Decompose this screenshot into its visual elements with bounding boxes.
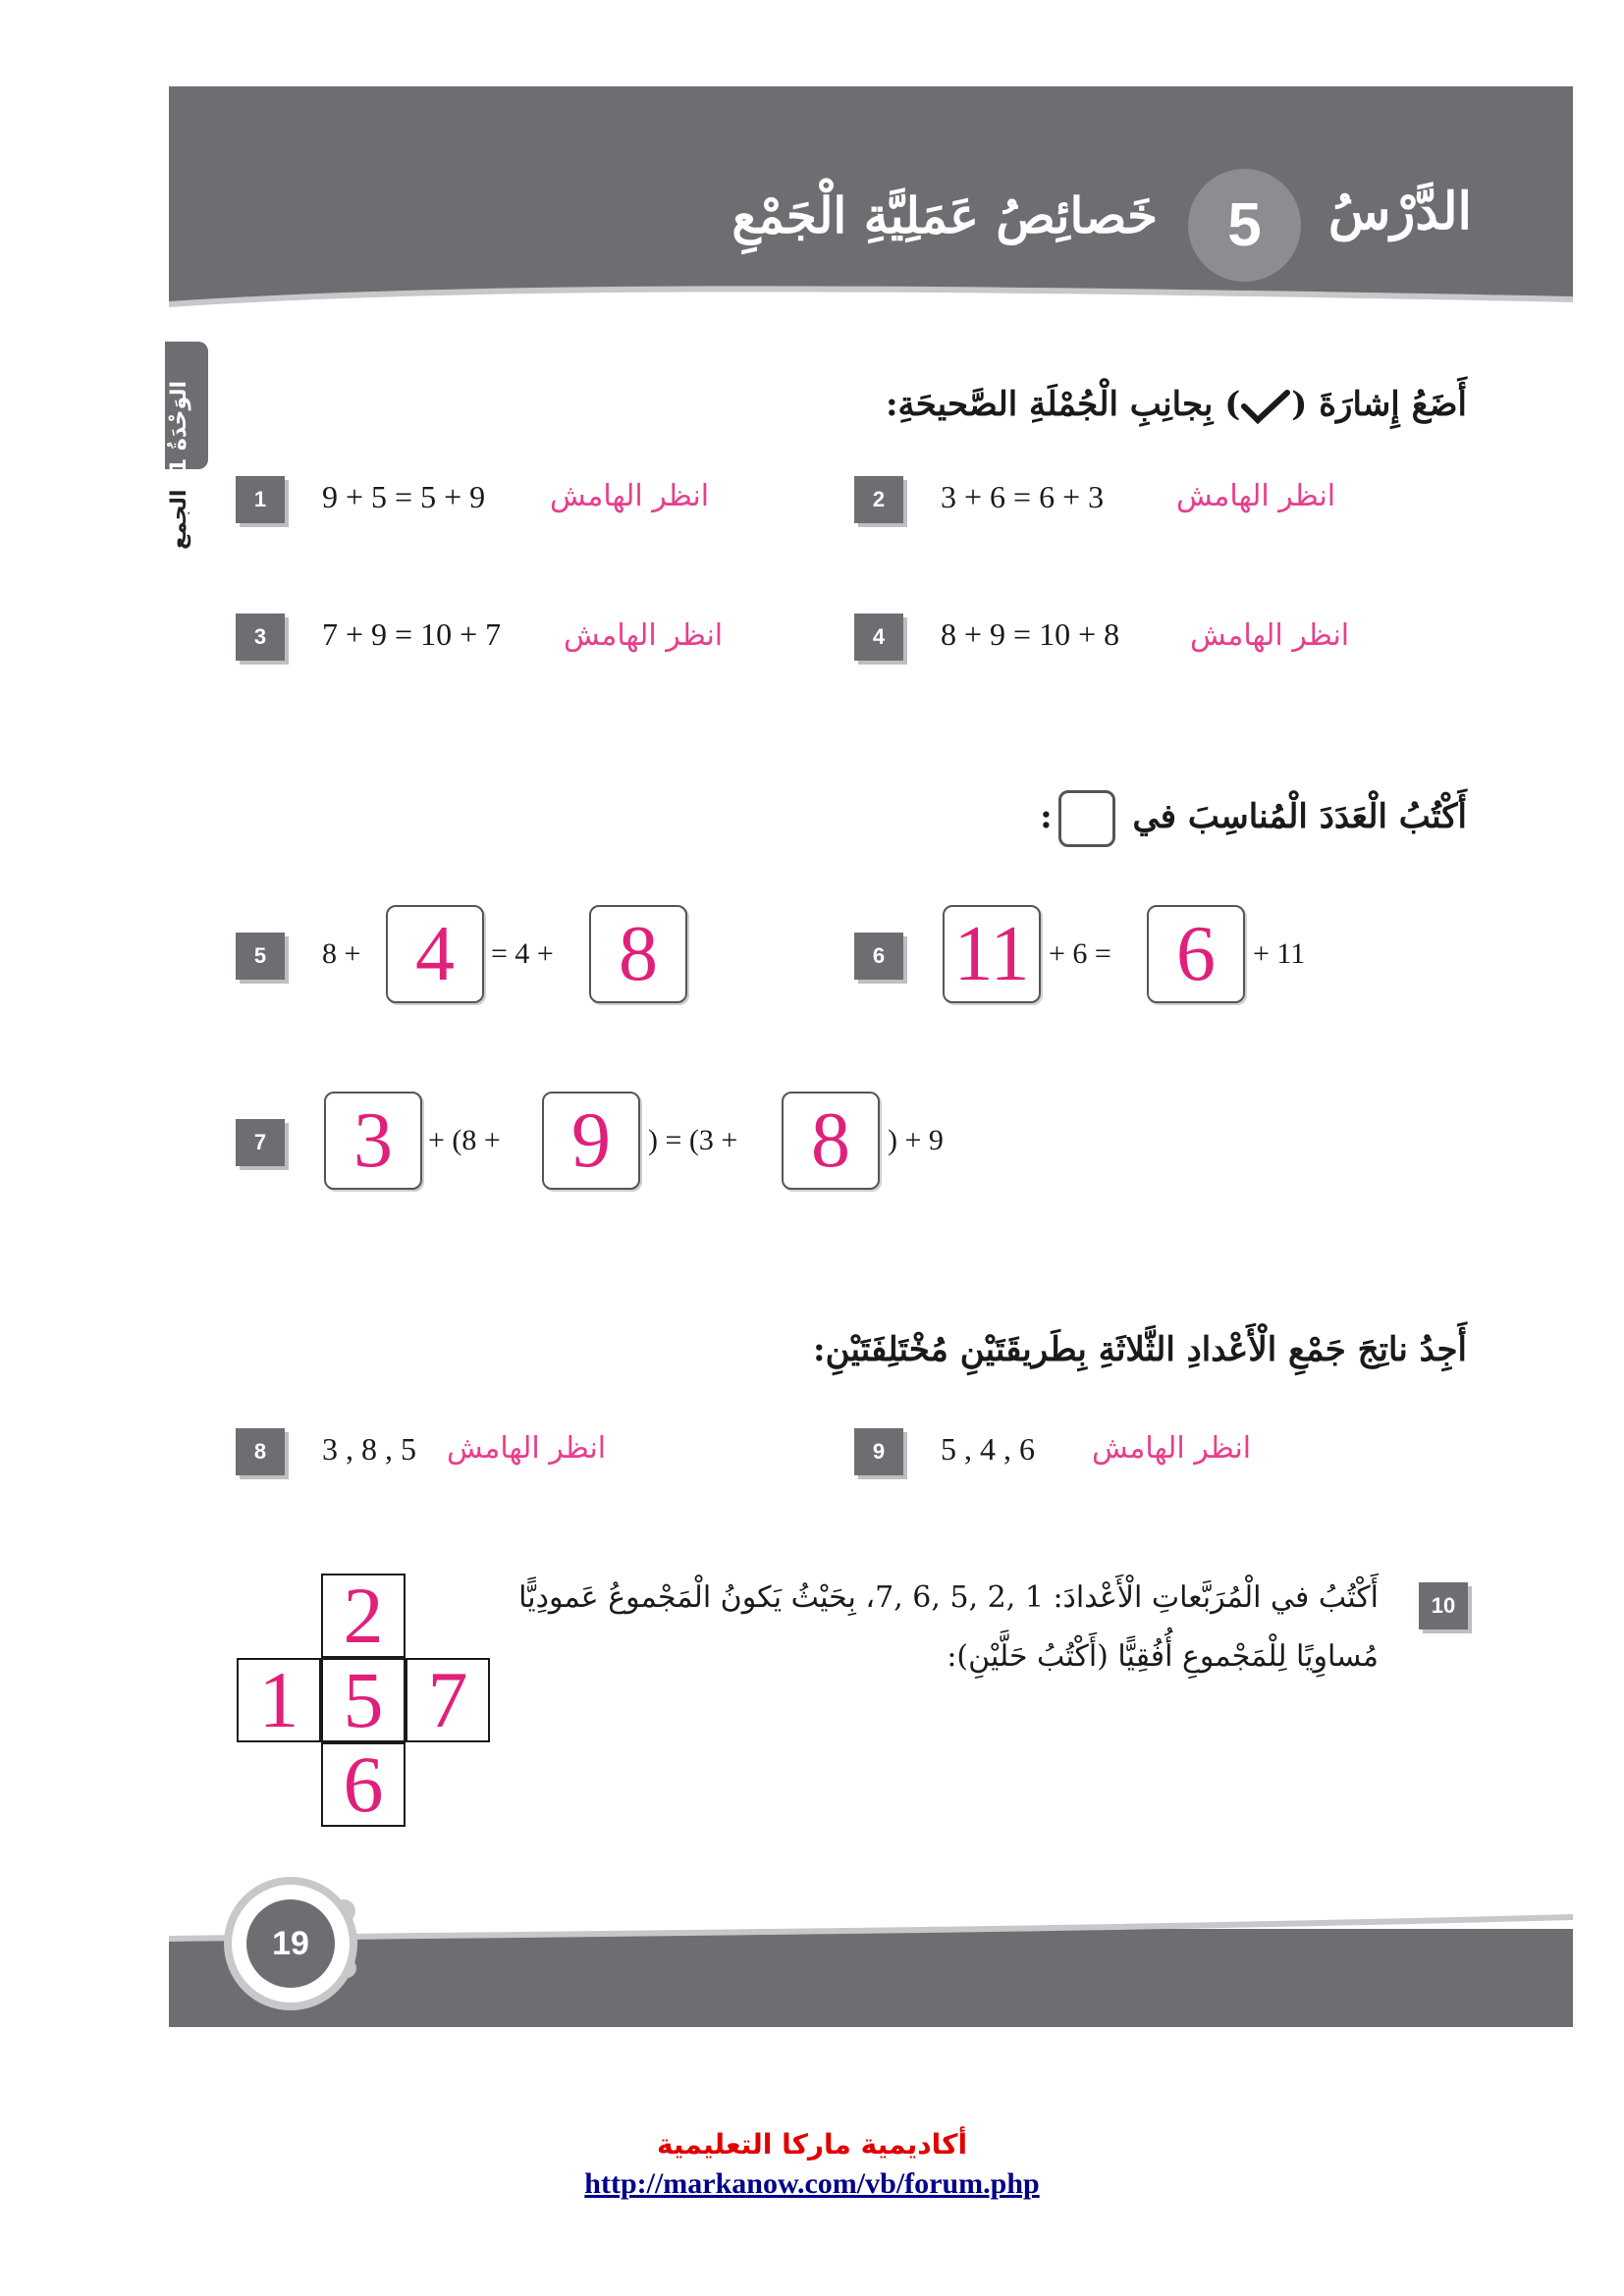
question-number-badge: 4 [854,614,903,661]
instruction-text-end: ) بِجانِبِ الْجُمْلَةِ الصَّحيحَةِ: [885,385,1241,424]
margin-note: انظر الهامش [1092,1431,1252,1466]
unit-name: الوَحْدَةُ 1: [167,380,191,482]
expression-part: ) + 9 [888,1124,944,1156]
grid-cell-top[interactable]: 2 [321,1574,406,1658]
expression-part: = 4 + [491,937,554,970]
expression-part: 8 + [322,937,361,970]
margin-note: انظر الهامش [564,618,724,653]
lesson-word: الدَّرْسُ [1327,182,1472,241]
footer-wave-decoration [169,1899,1573,1949]
answer-box[interactable]: 4 [386,905,484,1003]
equation: 8 + 9 = 10 + 8 [941,616,1120,652]
expression-part: ) = (3 + [648,1124,738,1156]
answer-box[interactable]: 9 [542,1092,640,1190]
section2-instruction [1040,790,1467,847]
question-number-badge: 2 [854,476,903,523]
section1-instruction [886,385,1467,424]
lesson-number: 5 [1227,191,1262,259]
question-number-badge: 8 [236,1428,285,1475]
equation: 9 + 5 = 5 + 9 [322,479,486,514]
expression-part: + 11 [1253,937,1306,970]
margin-note: انظر الهامش [550,479,710,513]
section3-instruction: أَجِدُ ناتِجَ جَمْعِ الْأَعْدادِ الثَّلاثَةِ بِطَريقَتَيْنِ مُخْتَلِفَتَيْنِ: [813,1330,1467,1369]
instruction-text-start: أَكْتُبُ الْعَدَدَ الْمُناسِبَ في [1132,797,1467,836]
checkmark-icon [1240,389,1291,424]
question-number-badge: 9 [854,1428,903,1475]
answer-box[interactable]: 11 [943,905,1041,1003]
academy-link[interactable]: http://markanow.com/vb/forum.php [584,2167,1040,2200]
question-number-badge: 7 [236,1119,285,1166]
margin-note: انظر الهامش [1190,618,1350,653]
question-text-line1: أَكْتُبُ في الْمُرَبَّعاتِ الْأَعْدادَ: 1 ,2 ,5 ,6 ,7، بِحَيْثُ يَكونُ الْمَجْموعُ عَمودِيًّا [518,1580,1379,1615]
grid-cell-right[interactable]: 7 [406,1658,490,1742]
header-wave-decoration [169,285,1573,329]
question-number-badge: 10 [1419,1582,1468,1629]
grid-cell-left[interactable]: 1 [237,1658,321,1742]
question-number-badge: 1 [236,476,285,523]
question-number-badge: 3 [236,614,285,661]
question-number-badge: 5 [236,933,285,980]
number-set: 3 , 8 , 5 [322,1431,416,1467]
academy-name: أكاديمية ماركا التعليمية [656,2128,968,2161]
lesson-title: خَصائِصُ عَمَلِيَّةِ الْجَمْعِ [731,187,1158,244]
expression-part: + (8 + [428,1124,501,1156]
expression-part: + 6 = [1049,937,1111,970]
lesson-number-badge [1188,169,1301,282]
unit-label [167,353,206,550]
instruction-text-end: : [1040,797,1053,836]
grid-cell-bottom[interactable]: 6 [321,1742,406,1827]
margin-note: انظر الهامش [1176,479,1336,513]
grid-cell-center[interactable]: 5 [321,1658,406,1742]
answer-box[interactable]: 3 [324,1092,422,1190]
equation: 7 + 9 = 10 + 7 [322,616,502,652]
answer-box[interactable]: 8 [589,905,687,1003]
instruction-text-start: أَضَعُ إِشارَةَ ( [1291,385,1467,424]
unit-topic: الجمع [167,489,191,550]
margin-note: انظر الهامش [447,1431,607,1466]
answer-box[interactable]: 6 [1147,905,1245,1003]
question-number-badge: 6 [854,933,903,980]
page-number: 19 [246,1899,335,1988]
page-number-badge [224,1877,357,2010]
equation: 3 + 6 = 6 + 3 [941,479,1105,514]
answer-box[interactable]: 8 [782,1092,880,1190]
empty-box-icon [1058,790,1115,847]
question-text-line2: مُساوِيًا لِلْمَجْموعِ أُفُقِيًّا (أَكْتُبُ حَلَّيْنِ): [947,1639,1379,1674]
number-set: 5 , 4 , 6 [941,1431,1035,1467]
